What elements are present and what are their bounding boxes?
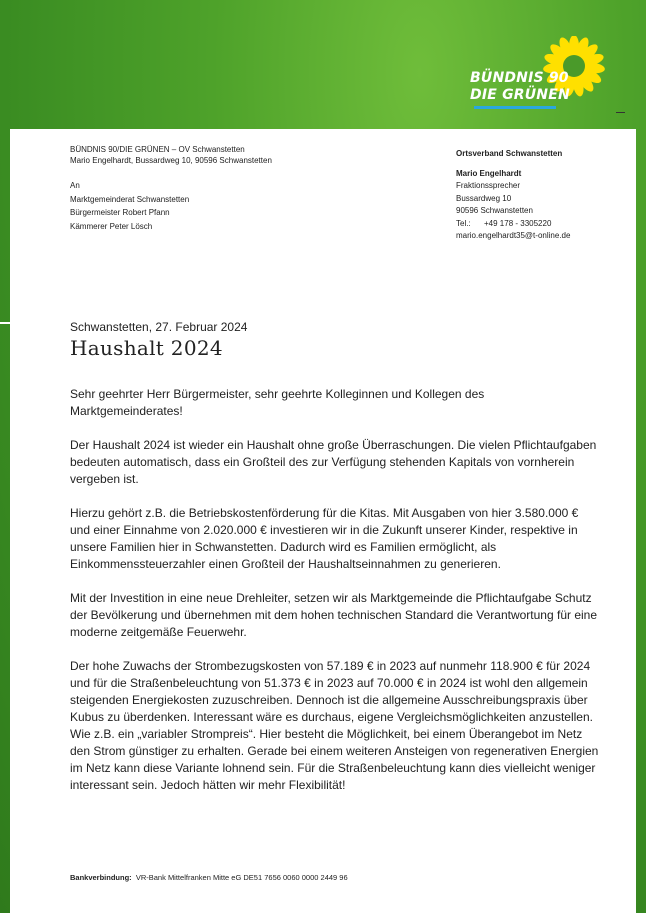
contact-email[interactable]: mario.engelhardt35@t-online.de [456, 231, 571, 240]
recipient-line: Kämmerer Peter Lösch [70, 221, 153, 231]
bank-value: VR-Bank Mittelfranken Mitte eG DE51 7656 0060 0000 2449 96 [135, 873, 348, 882]
logo-underline [474, 106, 556, 109]
contact-city: 90596 Schwanstetten [456, 206, 533, 215]
logo-line-1: BÜNDNIS 90 [470, 70, 569, 86]
phone-value: +49 178 - 3305220 [484, 218, 552, 228]
contact-name: Mario Engelhardt [456, 168, 522, 178]
letter-page [10, 129, 636, 913]
contact-block [456, 148, 570, 243]
sender-line: BÜNDNIS 90/DIE GRÜNEN – OV Schwanstetten [70, 145, 245, 154]
paragraph: Mit der Investition in eine neue Drehleiter, setzen wir als Marktgemeinde die Pflichtaufgabe Schutz der Bevölkerung und übernehmen mit dem hohen technischen Standard die Verantwortung für eine moderne zeitgemäße Feuerwehr. [70, 591, 598, 639]
letter-date: Schwanstetten, 27. Februar 2024 [70, 320, 248, 334]
bank-details [70, 873, 348, 882]
punch-marker [0, 322, 10, 324]
fold-marker [616, 112, 625, 113]
recipient-line: Marktgemeinderat Schwanstetten [70, 194, 190, 204]
sender-address [70, 144, 272, 166]
contact-org: Ortsverband Schwanstetten [456, 149, 563, 158]
sender-line: Mario Engelhardt, Bussardweg 10, 90596 Schwanstetten [70, 156, 272, 165]
phone-label: Tel.: [456, 218, 471, 228]
letter-title: Haushalt 2024 [70, 336, 223, 360]
paragraph: Hierzu gehört z.B. die Betriebskostenförderung für die Kitas. Mit Ausgaben von hier 3.580.000 € und einer Einnahme von 2.020.000 € investieren wir in die Zukunft unserer Kinder, respektive in unsere Familien hier in Schwanstetten. Dadurch wird es Familien ermöglicht, als Einkommenssteuerzahler einen Großteil der Haushaltseinnahmen zu generieren. [70, 506, 579, 571]
logo-line-2: DIE GRÜNEN [470, 87, 570, 103]
recipient-line: Bürgermeister Robert Pfann [70, 208, 170, 217]
contact-phone [456, 218, 570, 231]
contact-role: Fraktionssprecher [456, 181, 521, 190]
paragraph: Der hohe Zuwachs der Strombezugskosten von 57.189 € in 2023 auf nunmehr 118.900 € für 2024 und für die Straßenbeleuchtung von 51.373 € in 2023 auf 70.000 € in 2024 ist wohl den allgemein steigenden Energiekosten zuzuschreiben. Dennoch ist die allgemeine Ausschreibungspraxis über Kubus zu überdenken. Interessant wäre es durchaus, eigene Vergleichsmöglichkeiten anzustellen. Wie z.B. ein „variabler Strompreis“. Hier besteht die Möglichkeit, bei einem Überangebot im Netz den Strom günstiger zu erhalten. Gerade bei einem weiteren Ansteigen von regenerativen Energien im Netz kann diese Variante lohnend sein. Für die Straßenbeleuchtung kann dies vielleicht weniger interessant sein. Jedoch hätten wir mehr Flexibilität! [70, 659, 599, 792]
paragraph-salutation: Sehr geehrter Herr Bürgermeister, sehr geehrte Kolleginnen und Kollegen des Marktgemeinderates! [70, 387, 485, 418]
recipient-address [70, 179, 189, 233]
bank-label: Bankverbindung: [70, 873, 132, 882]
logo-wordmark [470, 70, 570, 104]
contact-street: Bussardweg 10 [456, 193, 512, 203]
letter-body [70, 386, 600, 811]
paragraph: Der Haushalt 2024 ist wieder ein Haushalt ohne große Überraschungen. Die vielen Pflichtaufgaben bedeuten automatisch, dass ein Großteil des zur Verfügung stehenden Kapitals von vornherein vergeben ist. [70, 438, 597, 486]
recipient-prefix: An [70, 181, 80, 190]
party-logo [470, 36, 610, 116]
